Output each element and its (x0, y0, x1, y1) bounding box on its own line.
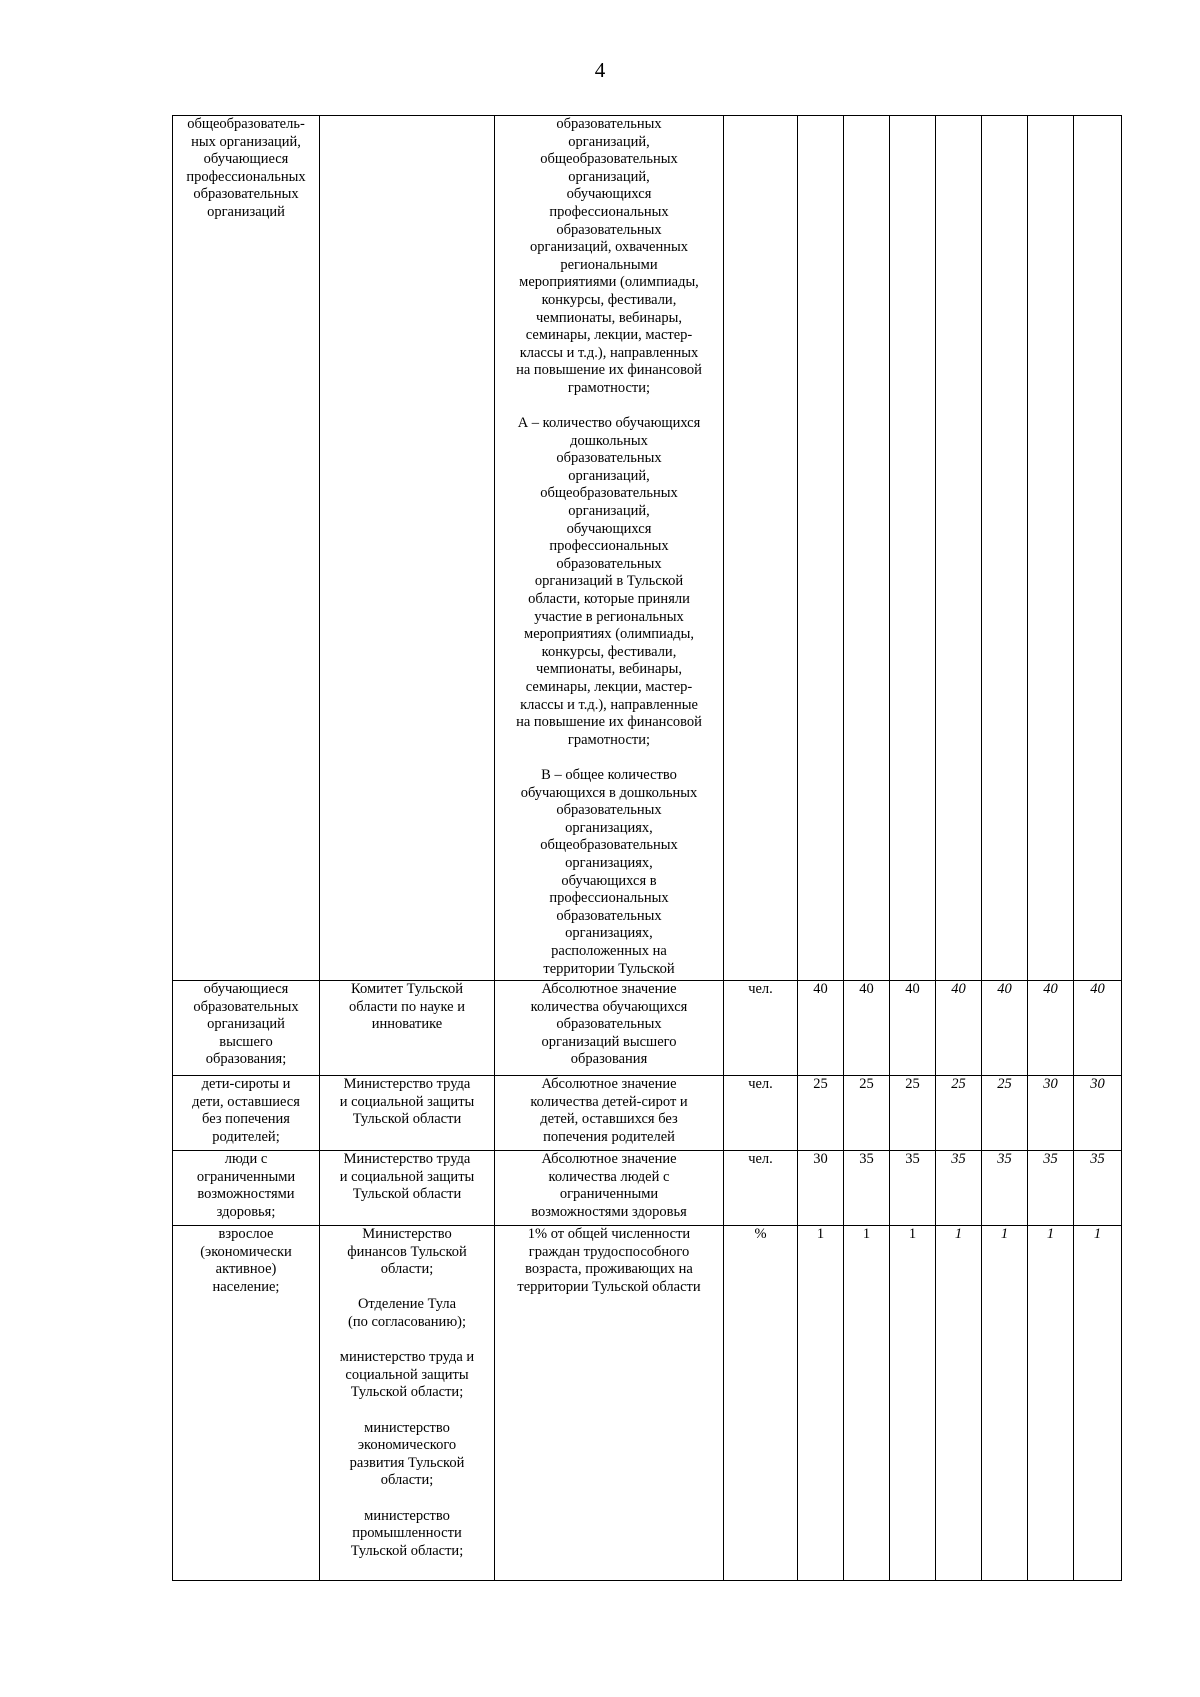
indicators-table (172, 115, 1122, 1581)
target-group-cell: взрослое (экономически активное) население; (173, 1226, 320, 1581)
executor-paragraph: Министерство финансов Тульской области; (347, 1226, 467, 1278)
value-cell: 40 (1074, 981, 1122, 1076)
value-cell: 40 (936, 981, 982, 1076)
value-cell: 1 (982, 1226, 1028, 1581)
unit-cell (724, 116, 798, 981)
value-cell: 35 (982, 1151, 1028, 1226)
unit-cell: чел. (724, 981, 798, 1076)
value-cell: 25 (936, 1076, 982, 1151)
value-cell (1074, 116, 1122, 981)
value-cell: 30 (1074, 1076, 1122, 1151)
value-cell: 25 (982, 1076, 1028, 1151)
executor-paragraph: Министерство труда и социальной защиты Тульской области (339, 1076, 475, 1128)
value-cell (936, 116, 982, 981)
method-paragraph: Абсолютное значение количества детей-сирот и детей, оставшихся без попечения родителей (530, 1076, 688, 1145)
executors-cell (320, 1226, 495, 1581)
unit-cell: % (724, 1226, 798, 1581)
value-cell: 1 (844, 1226, 890, 1581)
value-cell: 35 (844, 1151, 890, 1226)
value-cell (798, 116, 844, 981)
method-paragraph: В – общее количество обучающихся в дошкольных образовательных организациях, общеобразовательных организациях, обучающихся в профессиональных образовательных организациях, расположенных на территории Тульской (520, 766, 698, 977)
table-body (173, 116, 1122, 1581)
value-cell: 1 (798, 1226, 844, 1581)
value-cell: 1 (936, 1226, 982, 1581)
value-cell: 1 (1028, 1226, 1074, 1581)
table-row (173, 116, 1122, 981)
value-cell: 30 (798, 1151, 844, 1226)
table-row (173, 1076, 1122, 1151)
executors-cell (320, 1151, 495, 1226)
value-cell: 1 (890, 1226, 936, 1581)
value-cell (890, 116, 936, 981)
executor-paragraph: Министерство труда и социальной защиты Тульской области (339, 1151, 475, 1203)
value-cell (1028, 116, 1074, 981)
value-cell: 35 (936, 1151, 982, 1226)
value-cell: 25 (890, 1076, 936, 1151)
method-cell (495, 1226, 724, 1581)
method-paragraph: А – количество обучающихся дошкольных образовательных организаций, общеобразовательных организаций, обучающихся профессиональных образовательных организаций в Тульской области, которые приняли участие в региональных мероприятиях (олимпиады, конкурсы, фестивали, чемпионаты, вебинары, семинары, лекции, мастер- классы и т.д.), направленные на повышение их финансовой грамотности; (516, 415, 702, 748)
value-cell: 40 (890, 981, 936, 1076)
page-number: 4 (594, 58, 606, 82)
value-cell: 1 (1074, 1226, 1122, 1581)
executors-cell (320, 1076, 495, 1151)
value-cell: 25 (798, 1076, 844, 1151)
method-paragraph: Абсолютное значение количества обучающихся образовательных организаций высшего образования (530, 981, 688, 1068)
value-cell: 35 (1074, 1151, 1122, 1226)
value-cell: 25 (844, 1076, 890, 1151)
unit-cell: чел. (724, 1076, 798, 1151)
executors-cell (320, 116, 495, 981)
target-group-cell: люди с ограниченными возможностями здоровья; (173, 1151, 320, 1226)
method-paragraph: 1% от общей численности граждан трудоспособного возраста, проживающих на территории Тульской области (517, 1226, 701, 1295)
executor-paragraph: министерство экономического развития Тульской области; (349, 1419, 465, 1489)
table-row (173, 1226, 1122, 1581)
target-group-cell: обучающиеся образовательных организаций высшего образования; (173, 981, 320, 1076)
executors-cell (320, 981, 495, 1076)
table-row (173, 981, 1122, 1076)
method-cell (495, 116, 724, 981)
value-cell: 40 (844, 981, 890, 1076)
method-cell (495, 981, 724, 1076)
unit-cell: чел. (724, 1151, 798, 1226)
target-group-cell: дети-сироты и дети, оставшиеся без попечения родителей; (173, 1076, 320, 1151)
value-cell: 30 (1028, 1076, 1074, 1151)
method-cell (495, 1076, 724, 1151)
method-paragraph: Абсолютное значение количества людей с ограниченными возможностями здоровья (531, 1151, 687, 1220)
table-row (173, 1151, 1122, 1226)
value-cell (982, 116, 1028, 981)
executor-paragraph: Комитет Тульской области по науке и инноватике (349, 981, 465, 1033)
method-cell (495, 1151, 724, 1226)
method-paragraph: образовательных организаций, общеобразовательных организаций, обучающихся профессиональных образовательных организаций, охваченных региональными мероприятиями (олимпиады, конкурсы, фестивали, чемпионаты, вебинары, семинары, лекции, мастер- классы и т.д.), направленных на повышение их финансовой грамотности; (516, 116, 702, 396)
executor-paragraph: Отделение Тула (по согласованию); (347, 1296, 467, 1330)
value-cell (844, 116, 890, 981)
executor-paragraph: министерство труда и социальной защиты Тульской области; (339, 1349, 475, 1401)
executor-paragraph: министерство промышленности Тульской области; (350, 1507, 464, 1559)
value-cell: 40 (798, 981, 844, 1076)
target-group-cell: общеобразователь- ных организаций, обучающиеся профессиональных образовательных организаций (173, 116, 320, 981)
value-cell: 40 (982, 981, 1028, 1076)
value-cell: 35 (890, 1151, 936, 1226)
value-cell: 35 (1028, 1151, 1074, 1226)
value-cell: 40 (1028, 981, 1074, 1076)
